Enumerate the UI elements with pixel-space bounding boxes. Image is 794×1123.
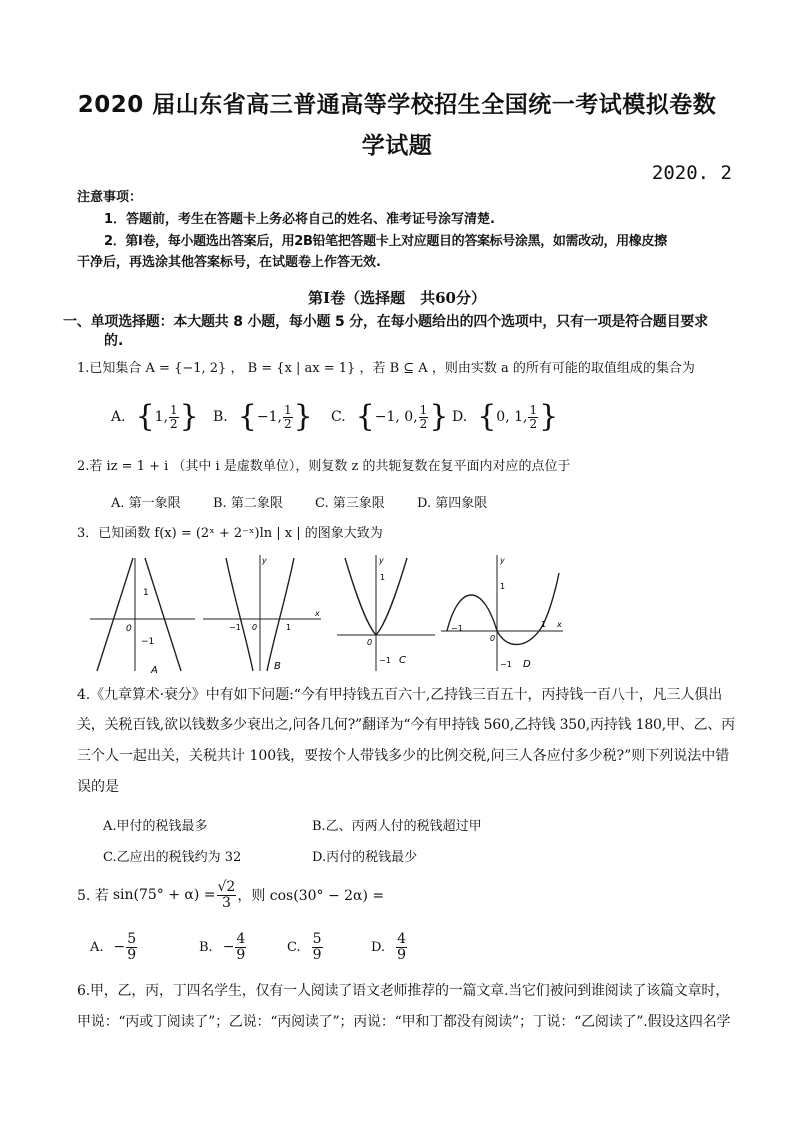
option-sign: − <box>113 939 126 956</box>
q5-stem <box>77 880 384 910</box>
numerator: 1 <box>419 402 428 417</box>
graph-c-y: y <box>379 556 384 565</box>
graph-b-zero: 0 <box>252 623 258 632</box>
q5-cond-denominator: 3 <box>221 894 231 911</box>
notice-heading: 注意事项： <box>77 190 143 205</box>
denominator: 9 <box>397 946 407 963</box>
left-brace: { <box>135 399 155 434</box>
q2-option-b[interactable]: B. 第二象限 <box>213 496 283 511</box>
option-label: C. <box>331 409 346 425</box>
q4-option-d[interactable]: D.丙付的税钱最少 <box>312 850 418 865</box>
q4-line-2: 关，关税百钱,欲以钱数多少衰出之,问各几何?”翻译为“今有甲持钱 560,乙持钱 350,丙持钱 180,甲、乙、丙 <box>77 717 735 733</box>
option-label: A. <box>90 939 104 955</box>
option-label: D. <box>371 939 386 955</box>
denominator: 9 <box>236 946 246 963</box>
numerator: 1 <box>170 402 178 417</box>
q4-option-a[interactable]: A.甲付的税钱最多 <box>103 819 208 834</box>
option-label: C. <box>287 939 301 955</box>
q4-option-b[interactable]: B.乙、丙两人付的税钱超过甲 <box>312 819 482 834</box>
graph-d-one-x: 1 <box>541 620 547 629</box>
graph-c[interactable] <box>337 555 435 671</box>
graph-b[interactable] <box>203 555 321 672</box>
option-label: B. <box>199 939 213 955</box>
q5-prefix: 5. 若 <box>77 888 109 905</box>
graph-d-neg-one-x: −1 <box>451 624 463 633</box>
notice-item-2: 2．第Ⅰ卷，每小题选出答案后，用2B铅笔把答题卡上对应题目的答案标号涂黑，如需改动，用橡皮擦 <box>104 234 667 249</box>
left-brace: { <box>237 399 257 434</box>
numerator: 1 <box>529 402 538 417</box>
option-sign: − <box>222 939 235 956</box>
q6-line-1: 6.甲，乙，丙，丁四名学生，仅有一人阅读了语文老师推荐的一篇文章.当它们被问到谁阅读了该篇文章时， <box>77 983 730 999</box>
q4-line-3: 三个人一起出关，关税共计 100钱，要按个人带钱多少的比例交税,问三人各应付多少税?”则下列说法中错 <box>77 748 730 764</box>
graph-a[interactable] <box>90 558 195 676</box>
denominator: 2 <box>419 416 428 431</box>
denominator: 2 <box>283 416 292 431</box>
graph-d-y: y <box>500 556 505 565</box>
q4-line-4: 误的是 <box>77 779 119 795</box>
q5-option-b[interactable] <box>199 932 247 962</box>
left-brace: { <box>477 399 497 434</box>
q5-condition-value <box>217 880 237 910</box>
q5-cond-numerator: √2 <box>217 879 236 895</box>
graph-b-x: x <box>315 609 320 618</box>
graph-c-label: C <box>399 655 406 666</box>
option-fraction <box>419 404 429 430</box>
graph-d-label: D <box>523 659 531 670</box>
numerator: 4 <box>236 931 246 947</box>
denominator: 2 <box>529 416 538 431</box>
denominator: 9 <box>312 946 322 963</box>
notice-item-1: 1．答题前，考生在答题卡上务必将自己的姓名、准考证号涂写清楚. <box>104 212 495 227</box>
right-brace: } <box>539 399 559 434</box>
option-elements: 0, 1, <box>496 409 528 425</box>
option-fraction <box>396 932 407 962</box>
q5-option-a[interactable] <box>90 932 138 962</box>
graph-b-y: y <box>262 556 267 565</box>
q1-option-d[interactable] <box>452 399 559 434</box>
q2-option-c[interactable]: C. 第三象限 <box>315 496 385 511</box>
option-label: A. <box>111 409 126 425</box>
part1-instructions-cont: 的. <box>104 333 124 349</box>
graph-d-one: 1 <box>500 582 506 591</box>
q2-stem: 2.若 iz = 1 + i （其中 i 是虚数单位），则复数 z 的共轭复数在复平面内对应的点位于 <box>77 459 571 474</box>
q4-line-1: 4.《九章算术·衰分》中有如下问题:“今有甲持钱五百六十,乙持钱三百五十，丙持钱一百八十，凡三人俱出 <box>77 687 723 703</box>
q2-option-a[interactable]: A. 第一象限 <box>111 496 181 511</box>
q6-line-2: 甲说：“丙或丁阅读了”；乙说：“丙阅读了”；丙说：“甲和丁都没有阅读”；丁说：“乙阅读了”.假设这四名学 <box>77 1014 731 1030</box>
q1-stem: 1.已知集合 A = {−1, 2} ， B = {x | ax = 1} ，若 B ⊆ A ，则由实数 a 的所有可能的取值组成的集合为 <box>77 361 695 376</box>
graph-c-zero: 0 <box>367 638 373 647</box>
numerator: 5 <box>127 931 137 947</box>
exam-date: 2020. 2 <box>651 162 732 184</box>
numerator: 4 <box>397 931 407 947</box>
option-label: B. <box>213 409 228 425</box>
notice-item-2-cont: 干净后，再选涂其他答案标号，在试题卷上作答无效. <box>77 255 381 270</box>
section-title: 第Ⅰ卷（选择题 共60分） <box>308 289 486 307</box>
part1-instructions: 一、单项选择题：本大题共 8 小题，每小题 5 分，在每小题给出的四个选项中，只有一项是符合题目要求 <box>63 314 708 330</box>
page-title-line2: 学试题 <box>361 133 433 159</box>
q1-option-c[interactable] <box>331 399 449 434</box>
q5-option-c[interactable] <box>287 932 324 962</box>
right-brace: } <box>179 399 199 434</box>
graph-a-label: A <box>151 665 158 676</box>
graph-d[interactable] <box>441 555 563 671</box>
graph-c-neg-one: −1 <box>379 656 391 665</box>
q2-option-d[interactable]: D. 第四象限 <box>417 496 488 511</box>
option-elements: −1, 0, <box>374 409 418 425</box>
option-label: D. <box>452 409 468 425</box>
graph-a-neg-one: −1 <box>141 637 155 647</box>
page-title: 2020 届山东省高三普通高等学校招生全国统一考试模拟卷数 <box>77 92 717 118</box>
graph-d-x: x <box>557 620 562 629</box>
graph-d-neg-one: −1 <box>500 660 512 669</box>
option-elements: −1, <box>256 409 282 425</box>
left-brace: { <box>355 399 375 434</box>
numerator: 1 <box>283 402 292 417</box>
q5-ask: ，则 cos(30° − 2α) = <box>237 888 385 905</box>
graph-d-zero: 0 <box>490 634 496 643</box>
option-fraction <box>169 404 179 430</box>
q5-option-d[interactable] <box>371 932 408 962</box>
option-fraction <box>126 932 137 962</box>
q3-stem: 3．已知函数 f(x) = (2ˣ + 2⁻ˣ)ln | x | 的图象大致为 <box>77 526 383 541</box>
option-fraction <box>528 404 538 430</box>
graph-b-one: 1 <box>286 623 292 632</box>
denominator: 2 <box>170 416 178 431</box>
numerator: 5 <box>312 931 322 947</box>
q1-option-a[interactable] <box>111 399 199 434</box>
option-fraction <box>283 404 293 430</box>
q1-option-b[interactable] <box>213 399 313 434</box>
option-elements: 1, <box>154 409 169 425</box>
denominator: 9 <box>127 946 137 963</box>
graph-b-label: B <box>274 661 281 672</box>
right-brace: } <box>429 399 449 434</box>
q3-graphs <box>85 553 570 677</box>
right-brace: } <box>293 399 313 434</box>
graph-a-zero: 0 <box>126 624 132 634</box>
q5-condition-fn: sin(75° + α) = <box>112 887 216 904</box>
graph-c-one: 1 <box>380 573 386 582</box>
option-fraction <box>235 932 246 962</box>
graph-b-neg-one: −1 <box>229 623 241 632</box>
graph-a-one: 1 <box>143 588 149 598</box>
option-fraction <box>312 932 323 962</box>
q4-option-c[interactable]: C.乙应出的税钱约为 32 <box>103 850 242 865</box>
